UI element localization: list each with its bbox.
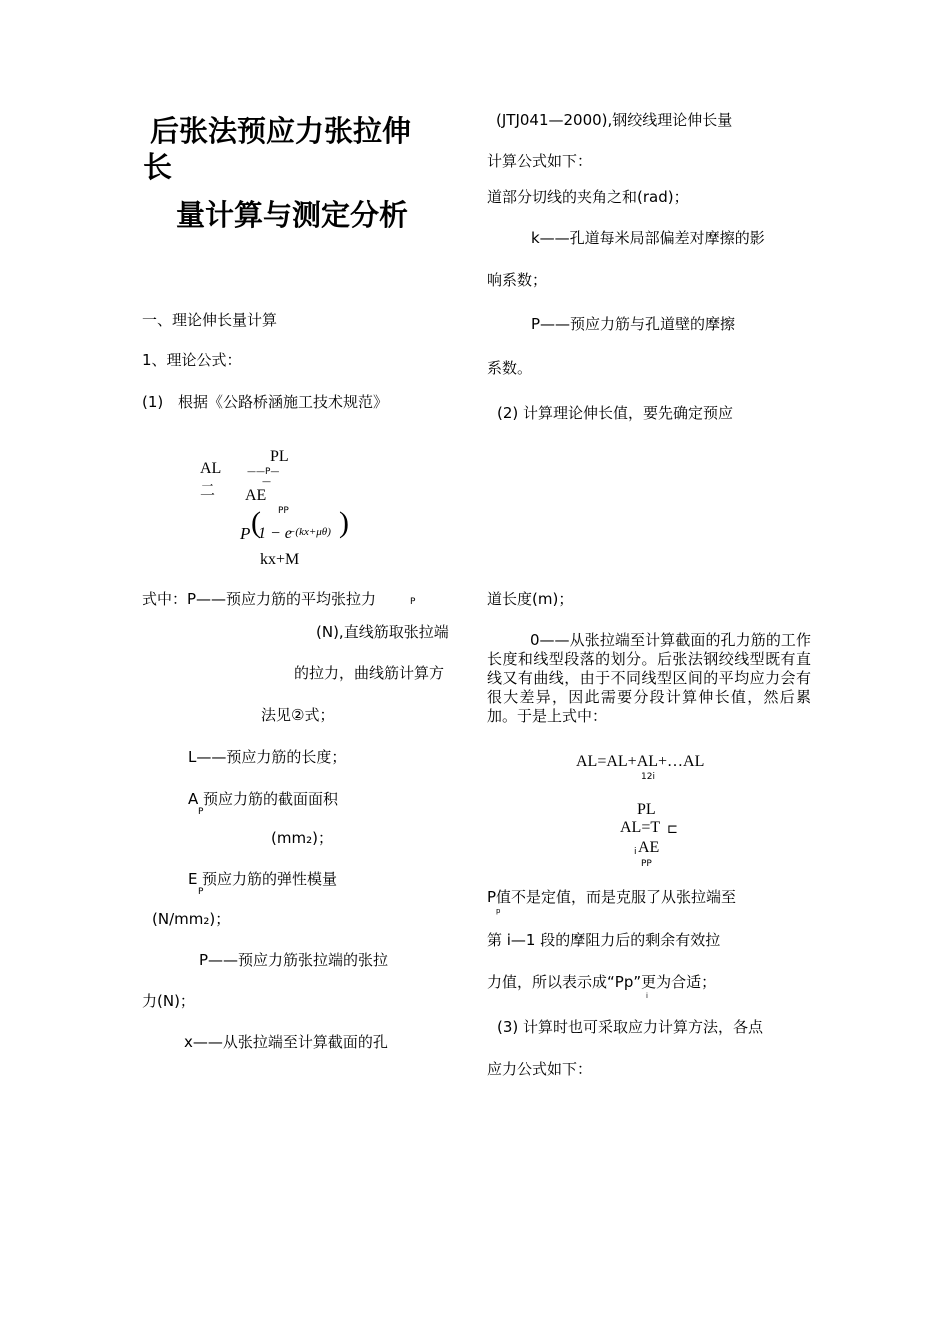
theta-paragraph: 0——从张拉端至计算截面的孔力筋的工作长度和线型段落的划分。后张法钢绞线型既有直线又有曲线，由于不同线型区间的平均应力会有很大差异，因此需要分段计算伸长值，然后累加。于是上式中： bbox=[487, 631, 811, 725]
formula-exponent: −(kx+μθ) bbox=[288, 526, 331, 538]
definition-a-text: 预应力筋的截面面积 bbox=[203, 790, 339, 808]
segment-formula-pp: PP bbox=[641, 859, 652, 869]
sum-formula-subscripts: 12i bbox=[641, 772, 655, 782]
formula-intro: 计算公式如下： bbox=[487, 152, 593, 170]
definition-e-unit: (N/mm₂)； bbox=[152, 910, 231, 928]
formula-left-paren: ( bbox=[251, 506, 261, 539]
item-3: (3) 计算时也可采取应力计算方法，各点 bbox=[497, 1018, 764, 1036]
formula-dash: — bbox=[262, 477, 271, 487]
spec-line: (JTJ041—2000),钢绞线理论伸长量 bbox=[496, 111, 733, 129]
segment-formula-symbol: ⊏ bbox=[667, 822, 678, 837]
definition-mu-line-1: P——预应力筋与孔道壁的摩擦 bbox=[531, 315, 736, 333]
segment-formula-al: AL=T bbox=[620, 819, 661, 836]
p-value-line-3: 力值，所以表示成“Pp”更为合适； bbox=[487, 973, 717, 991]
theta-continuation: 道部分切线的夹角之和(rad)； bbox=[487, 188, 689, 206]
item-1-text: 根据《公路桥涵施工技术规范》 bbox=[178, 393, 389, 411]
formula-ae: AE bbox=[245, 487, 267, 504]
formula-fraction-bar: ——P— bbox=[247, 467, 280, 477]
definition-pp-line-1: P——预应力筋张拉端的张拉 bbox=[199, 951, 389, 969]
title-line-1: 后张法预应力张拉伸 bbox=[150, 114, 412, 148]
formula-pl: PL bbox=[270, 448, 289, 465]
formula-p: P bbox=[240, 524, 251, 543]
definition-x: x——从张拉端至计算截面的孔 bbox=[184, 1033, 388, 1051]
segment-formula-pl: PL bbox=[637, 801, 656, 818]
definition-p-line-1: 式中：P——预应力筋的平均张拉力 bbox=[142, 590, 377, 608]
definition-k-line-1: k——孔道每米局部偏差对摩擦的影 bbox=[531, 229, 765, 247]
definition-p-subscript: P bbox=[410, 597, 416, 607]
segment-formula-ae: AE bbox=[638, 839, 660, 856]
definition-l: L——预应力筋的长度； bbox=[188, 748, 347, 766]
definition-p-line-4: 法见②式； bbox=[261, 706, 335, 724]
p-value-line-1: P值不是定值，而是克服了从张拉端至 bbox=[487, 888, 737, 906]
definition-e-subscript: P bbox=[198, 887, 204, 897]
definition-k-line-2: 响系数； bbox=[487, 271, 548, 289]
p-value-line-2: 第 i—1 段的摩阻力后的剩余有效拉 bbox=[487, 931, 721, 949]
definition-pp-line-2: 力(N)； bbox=[142, 992, 195, 1010]
formula-one-minus-e: 1 − e bbox=[258, 525, 292, 542]
x-continuation: 道长度(m)； bbox=[487, 590, 574, 608]
sum-formula: AL=AL+AL+…AL bbox=[576, 753, 705, 770]
definition-e-label: E bbox=[188, 870, 198, 888]
formula-denominator: kx+M bbox=[260, 551, 300, 568]
definition-mu-line-2: 系数。 bbox=[487, 359, 533, 377]
item-1-number: (1) bbox=[142, 393, 164, 411]
item-2: (2) 计算理论伸长值，要先确定预应 bbox=[497, 404, 734, 422]
definition-e-text: 预应力筋的弹性模量 bbox=[202, 870, 338, 888]
title-line-2: 长 bbox=[143, 150, 173, 184]
title-line-3: 量计算与测定分析 bbox=[176, 198, 409, 232]
subheading: 1、理论公式： bbox=[142, 351, 242, 369]
p-value-subscript: p bbox=[496, 907, 501, 915]
p-value-subscript-i: i bbox=[646, 992, 648, 1000]
definition-a-label: A bbox=[188, 790, 199, 808]
section-heading: 一、理论伸长量计算 bbox=[142, 311, 278, 329]
definition-a-unit: (mm₂)； bbox=[271, 829, 333, 847]
formula-al: AL bbox=[200, 460, 222, 477]
formula-equals: 二 bbox=[200, 481, 216, 499]
segment-formula-i: i bbox=[634, 847, 637, 857]
formula-pp: PP bbox=[278, 506, 289, 516]
definition-p-line-3: 的拉力，曲线筋计算方 bbox=[294, 664, 445, 682]
stress-formula-intro: 应力公式如下： bbox=[487, 1060, 593, 1078]
definition-a-subscript: P bbox=[198, 807, 204, 817]
formula-right-paren: ) bbox=[339, 506, 349, 539]
definition-p-line-2: (N),直线筋取张拉端 bbox=[316, 623, 449, 641]
